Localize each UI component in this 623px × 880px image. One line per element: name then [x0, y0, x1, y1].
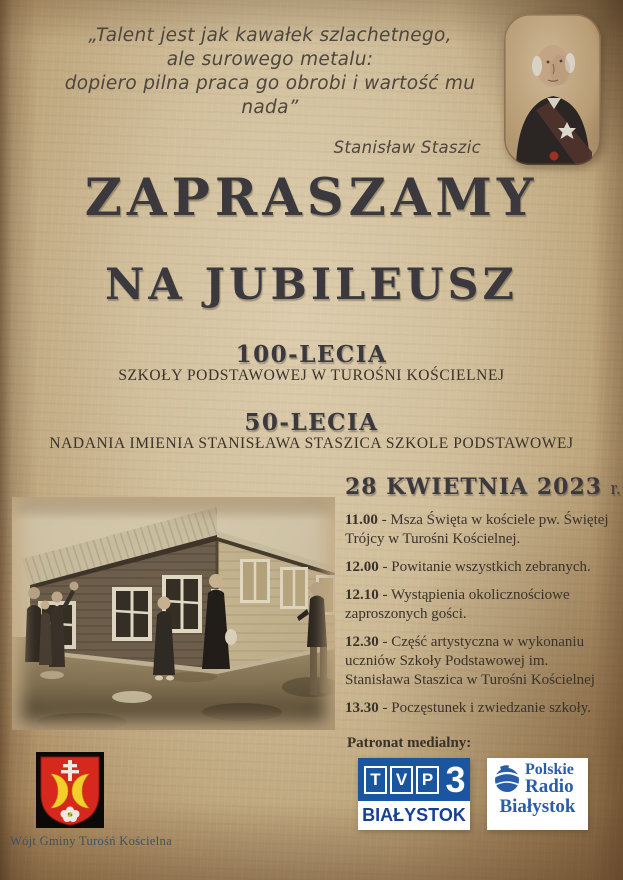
photo-figure-priest [202, 574, 237, 669]
photo-right-wall [217, 541, 335, 669]
main-title: ZAPRASZAMY [84, 168, 539, 228]
anniversary-100-heading: 100-LECIA [235, 341, 388, 368]
anniversary-100-subheading: SZKOŁY PODSTAWOWEJ W TUROŚNI KOŚCIELNEJ [118, 367, 505, 384]
schedule-description: - Msza Święta w kościele pw. Świętej Trójcy w Turośni Kościelnej. [345, 512, 609, 548]
photo-ground [12, 637, 335, 730]
quote-block [55, 24, 485, 160]
photo-figure-man [297, 582, 327, 695]
cross-medal-icon [550, 152, 559, 161]
radio-word-bialystok: Białystok [499, 796, 576, 817]
schedule-item [345, 558, 617, 577]
tvp-letter-box: V [390, 766, 413, 794]
tvp-letter-box: T [364, 766, 387, 794]
school-photo [12, 497, 335, 730]
quote-attribution: Stanisław Staszic [333, 138, 481, 157]
schedule-item [345, 586, 617, 624]
tvp-logo-top [358, 758, 470, 801]
photo-figure-woman [153, 597, 175, 681]
schedule-item [345, 511, 617, 549]
commune-crest-icon [36, 752, 104, 828]
schedule-time: 11.00 [345, 512, 378, 528]
schedule-description: - Część artystyczna w wykonaniu uczniów Szkoły Podstawowej im. Stanisława Staszica w Turośni Kościelnej [345, 634, 595, 689]
schedule-time: 12.30 [345, 634, 379, 651]
schedule-description: - Powitanie wszystkich zebranych. [382, 559, 591, 576]
main-subtitle: NA JUBILEUSZ [105, 260, 518, 310]
photo-people [25, 574, 327, 695]
photo-windows-left [38, 575, 202, 649]
anniversary-50-subheading: NADANIA IMIENIA STANISŁAWA STASZICA SZKOLE PODSTAWOWEJ [49, 435, 574, 452]
crest-caption: Wójt Gminy Turośń Kościelna [10, 834, 172, 848]
schedule-item [345, 699, 617, 718]
schedule-description: - Poczęstunek i zwiedzanie szkoły. [382, 700, 592, 717]
radio-globe-icon [492, 764, 522, 794]
schedule-time: 12.00 [345, 559, 379, 576]
event-date [345, 474, 621, 500]
photo-figure-children [25, 582, 79, 668]
patronage-label: Patronat medialny: [347, 735, 472, 751]
tvp3-bialystok-logo [358, 758, 470, 830]
tvp-letter-box: P [416, 766, 439, 794]
quote-line-3: dopiero pilna praca go obrobi i wartość mu nada” [64, 73, 476, 118]
schedule-list [345, 511, 617, 727]
anniversary-50-heading: 50-LECIA [244, 409, 379, 436]
school-photo-image [12, 497, 335, 730]
radio-word-radio: Radio [525, 776, 574, 797]
schedule-item [345, 633, 617, 690]
photo-windows-right [240, 559, 335, 615]
photo-left-wall [30, 541, 217, 669]
schedule-description: - Wystąpienia okolicznościowe zaproszonych gości. [345, 587, 570, 623]
quote-line-1: „Talent jest jak kawałek szlachetnego, [88, 25, 452, 46]
event-date-suffix: r. [610, 478, 621, 499]
schedule-time: 13.30 [345, 700, 379, 717]
tvp-city-label: BIAŁYSTOK [358, 801, 470, 830]
polskie-radio-bialystok-logo [487, 758, 588, 830]
staszic-portrait [504, 14, 601, 165]
coat-of-arms-image [36, 752, 104, 828]
schedule-time: 12.10 [345, 587, 379, 604]
radio-word-polskie: Polskie [525, 761, 574, 778]
event-date-main: 28 KWIETNIA 2023 [345, 474, 603, 500]
tvp-channel-number: 3 [445, 758, 466, 800]
photo-roof [22, 507, 217, 589]
quote-line-2: ale surowego metalu: [166, 49, 374, 70]
portrait-image [504, 14, 601, 165]
